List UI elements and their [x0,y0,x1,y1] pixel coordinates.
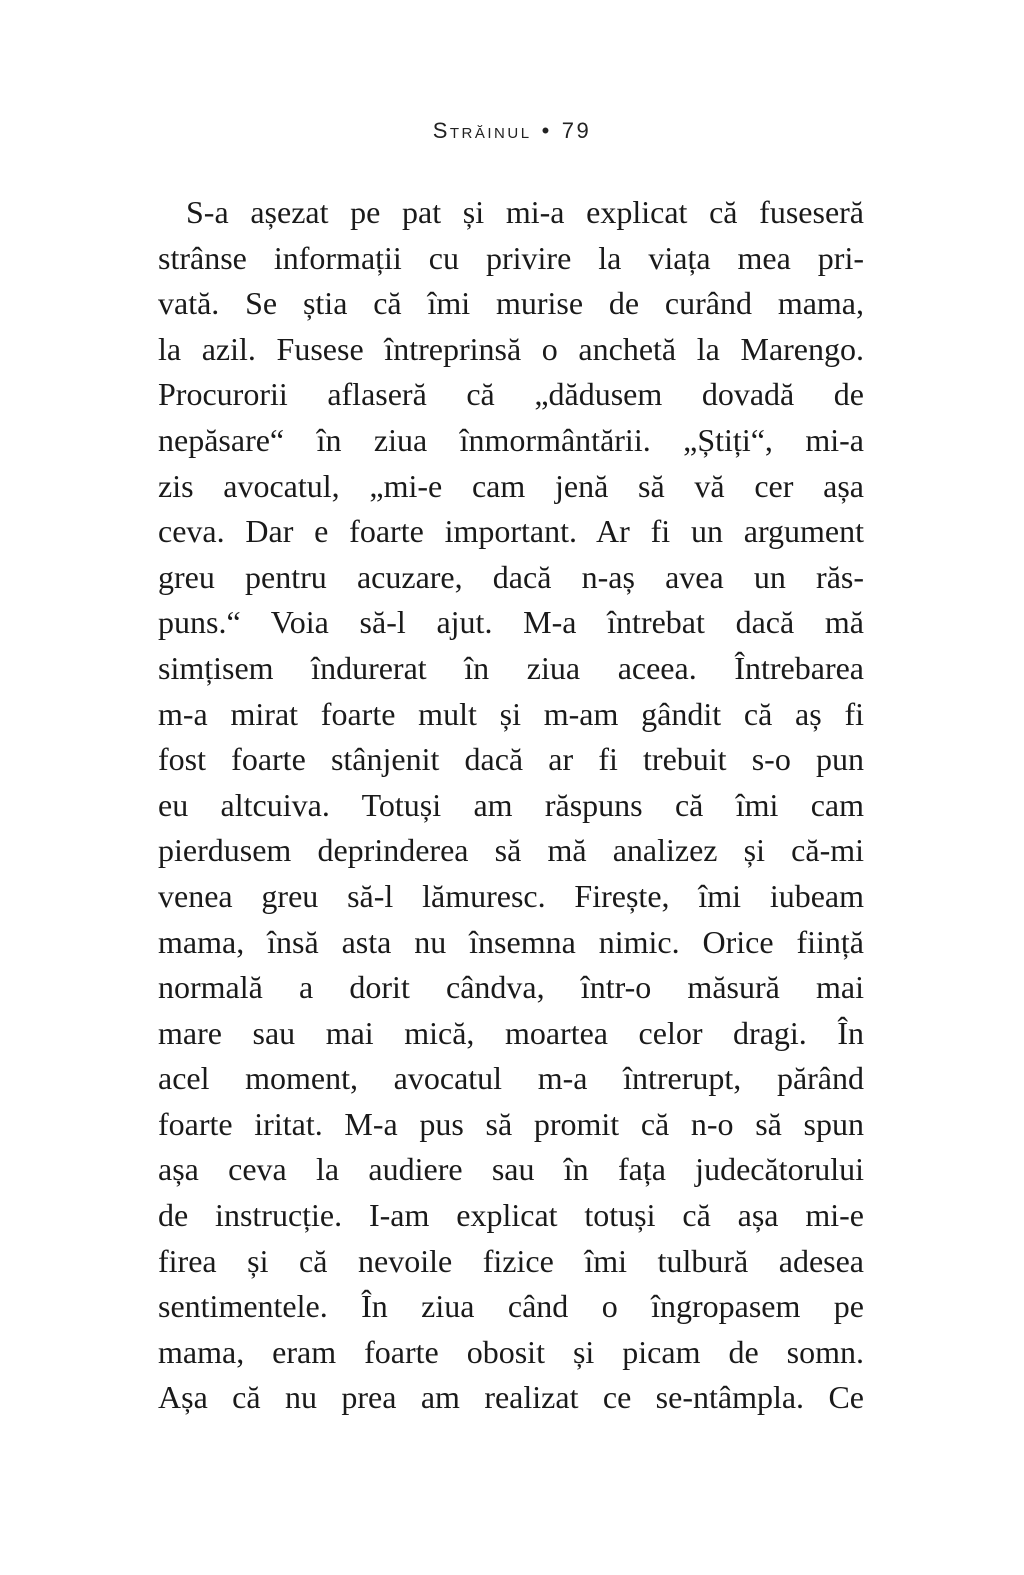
text-line: m-a mirat foarte mult și m-am gândit că aș fi [158,695,864,732]
text-line: normală a dorit cândva, într-o măsură mai [158,969,864,1006]
text-line: simțisem îndurerat în ziua aceea. Întrebarea [158,649,864,686]
text-line: venea greu să-l lămuresc. Firește, îmi iubeam [158,877,864,914]
text-line: ceva. Dar e foarte important. Ar fi un argument [158,513,864,550]
text-line: de instrucție. I-am explicat totuși că așa mi-e [158,1197,864,1234]
text-line: nepăsare“ în ziua înmormântării. „Știți“, mi-a [158,421,864,458]
text-line: acel moment, avocatul m-a întrerupt, părând [158,1060,864,1097]
text-line: așa ceva la audiere sau în fața judecătorului [158,1151,864,1188]
text-line: Procurorii aflaseră că „dădusem dovadă de [158,376,864,413]
text-line: vată. Se știa că îmi murise de curând mama, [158,285,864,322]
text-line: eu altcuiva. Totuși am răspuns că îmi cam [158,786,864,823]
text-line: firea și că nevoile fizice îmi tulbură adesea [158,1242,864,1279]
text-line: fost foarte stânjenit dacă ar fi trebuit s-o pun [158,741,864,778]
text-line: greu pentru acuzare, dacă n-aș avea un răs- [158,558,864,595]
page-number: 79 [561,118,592,143]
header-separator: • [541,118,552,143]
running-header [0,118,1024,144]
text-line: strânse informații cu privire la viața mea pri- [158,239,864,276]
book-title: Străinul [432,118,532,143]
text-line: mare sau mai mică, moartea celor dragi. În [158,1014,864,1051]
text-line: zis avocatul, „mi-e cam jenă să vă cer așa [158,467,864,504]
text-line: mama, însă asta nu însemna nimic. Orice ființă [158,923,864,960]
text-line: la azil. Fusese întreprinsă o anchetă la Marengo. [158,330,864,367]
text-line: Așa că nu prea am realizat ce se-ntâmpla. Ce [158,1379,864,1416]
text-line: pierdusem deprinderea să mă analizez și că-mi [158,832,864,869]
text-line: puns.“ Voia să-l ajut. M-a întrebat dacă mă [158,604,864,641]
text-line: foarte iritat. M-a pus să promit că n-o să spun [158,1105,864,1142]
body-text [158,190,864,1421]
text-line: mama, eram foarte obosit și picam de somn. [158,1333,864,1370]
text-line: sentimentele. În ziua când o îngropasem pe [158,1288,864,1325]
text-line: S-a așezat pe pat și mi-a explicat că fuseseră [186,194,864,230]
